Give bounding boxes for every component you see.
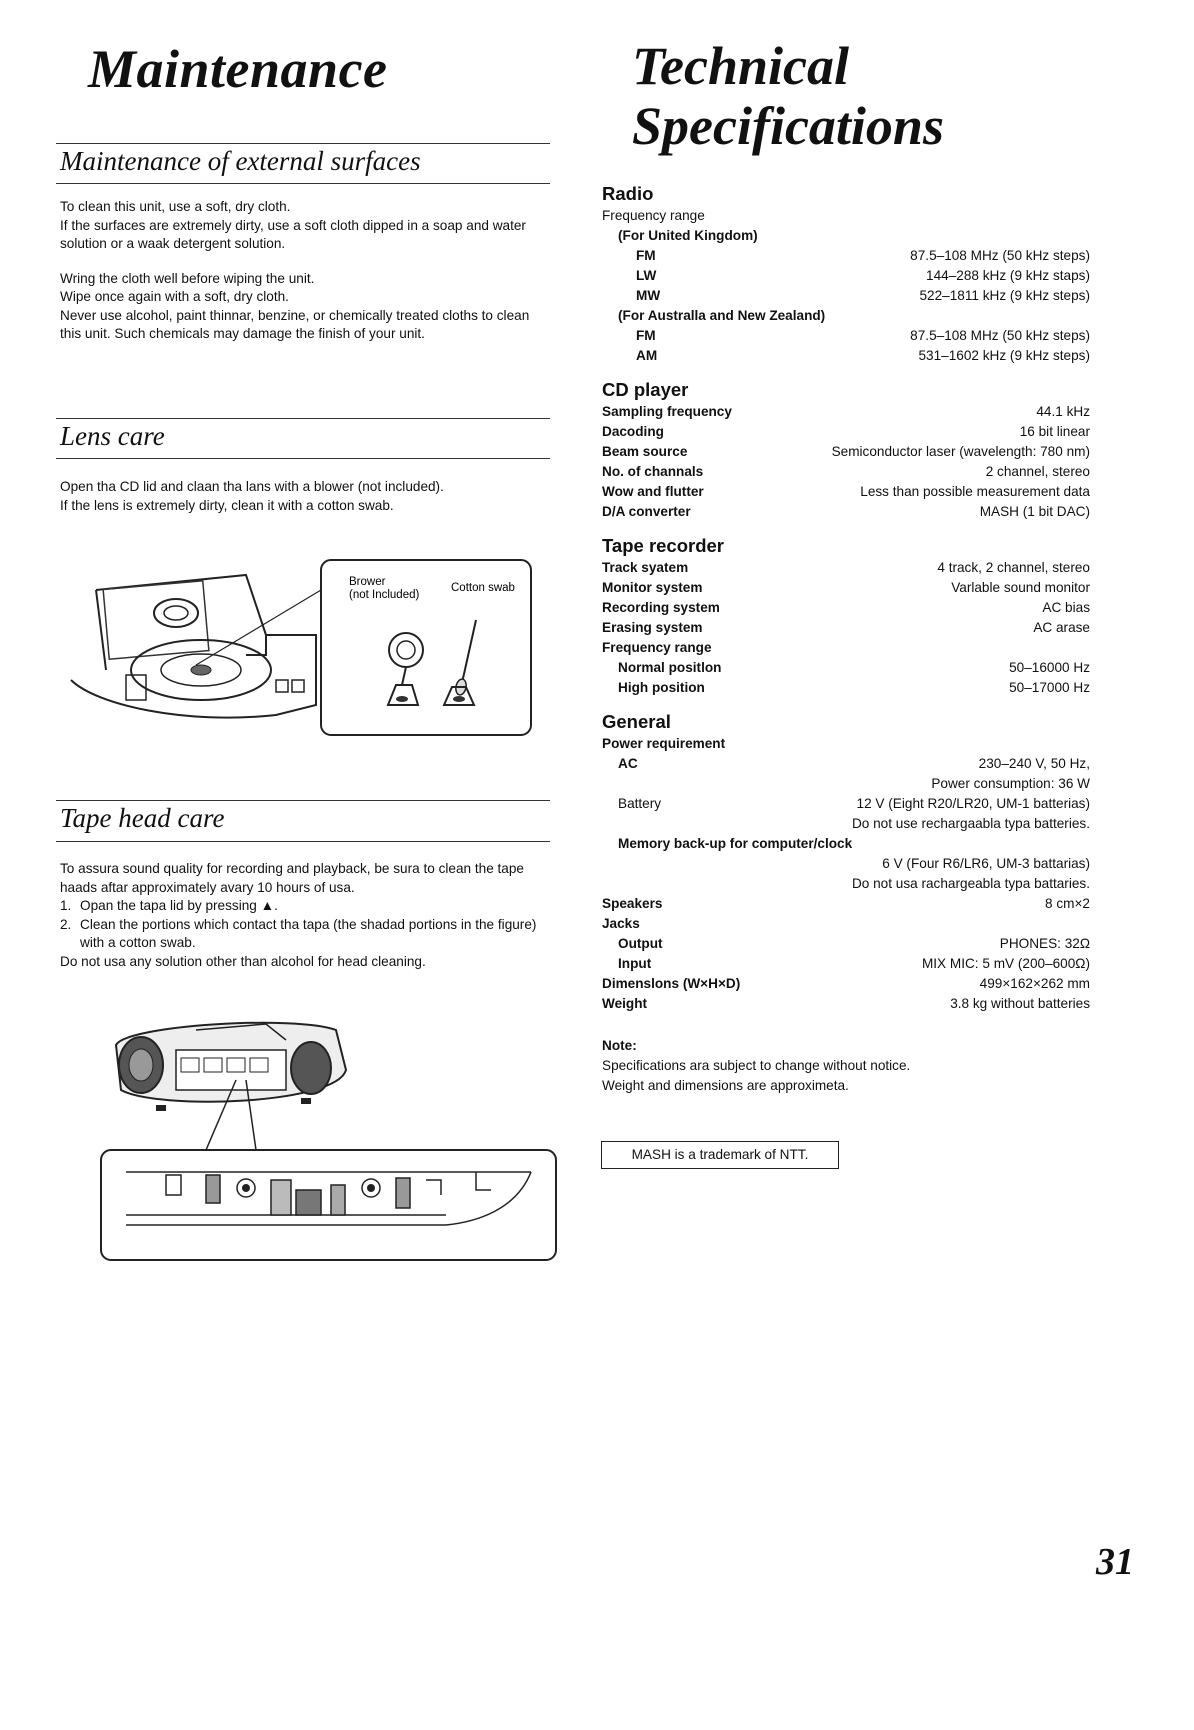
paragraph-line: To assura sound quality for recording and playback, be sura to clean the tape haads aftar approximately avary 10 hours of usa. [60,861,524,895]
spec-value: 8 cm×2 [1045,896,1090,911]
spec-value: AC bias [1042,600,1090,615]
spec-row [602,874,1090,894]
spec-label: Output [618,936,663,951]
spec-value: 6 V (Four R6/LR6, UM-3 battarias) [882,856,1090,871]
tape-head-care-text [60,860,550,971]
spec-label: Power requirement [602,736,726,751]
spec-row [602,678,1090,698]
spec-row [602,462,1090,482]
spec-row [602,814,1090,834]
spec-value: MIX MIC: 5 mV (200–600Ω) [921,956,1090,971]
spec-value: Do not use rechargaabla typa batteries. [851,816,1090,831]
spec-label: Track syatem [602,560,689,575]
spec-label: AM [636,348,658,363]
spec-label: Normal positlon [618,660,722,675]
spec-value: 87.5–108 MHz (50 kHz steps) [910,328,1090,343]
spec-row [602,974,1090,994]
spec-label: AC [618,756,638,771]
paragraph-line: If the lens is extremely dirty, clean it with a cotton swab. [60,497,394,513]
spec-value: Semiconductor laser (wavelength: 780 nm) [831,444,1090,459]
spec-label: (For United Kingdom) [618,228,758,243]
spec-label: FM [636,248,656,263]
divider [56,418,550,419]
paragraph-line: To clean this unit, use a soft, dry cloth. [60,199,291,214]
spec-row [602,894,1090,914]
spec-value: 2 channel, stereo [985,464,1090,479]
divider [56,800,550,801]
specifications-list [602,182,1090,1096]
step-number: 1. [60,898,72,913]
cd-player-heading: CD player [602,379,689,400]
spec-label: Recording system [602,600,720,615]
spec-row [602,558,1090,578]
blower-label-note: (not Included) [349,589,420,601]
spec-row [602,502,1090,522]
spec-row [602,266,1090,286]
trademark-box: MASH is a trademark of NTT. [601,1141,839,1169]
spec-row [602,598,1090,618]
spec-label: Erasing system [602,620,703,635]
spec-row [602,794,1090,814]
spec-label: FM [636,328,656,343]
step-text: Clean the portions which contact tha tapa (the shadad portions in the figure) with a cotton swab. [80,916,537,950]
spec-label: Memory back-up for computer/clock [618,836,853,851]
spec-value: 50–17000 Hz [1009,680,1090,695]
spec-value: 499×162×262 mm [979,976,1090,991]
spec-row [602,346,1090,366]
title-line: Specifications [632,96,944,156]
divider [56,458,550,459]
spec-value: 3.8 kg without batteries [950,996,1090,1011]
page-number: 31 [1096,1541,1134,1583]
note-block [602,1036,1090,1096]
spec-row [602,286,1090,306]
spec-value: Power consumption: 36 W [931,776,1090,791]
spec-value: PHONES: 32Ω [999,936,1090,951]
spec-value: Less than possible measurement data [860,484,1090,499]
paragraph-line: Never use alcohol, paint thinnar, benzine, or chemically treated cloths to clean this unit. Such chemicals may damage the finish of your unit. [60,307,530,341]
step-item [60,897,550,916]
spec-label: Speakers [602,896,663,911]
tape-recorder-heading: Tape recorder [602,535,725,556]
general-heading: General [602,711,671,732]
paragraph-line: Wring the cloth well before wiping the unit. [60,270,315,286]
spec-label: Input [618,956,652,971]
spec-label: D/A converter [602,504,691,519]
external-surfaces-text [60,198,550,344]
spec-label: Dimenslons (W×H×D) [602,976,741,991]
spec-value: MASH (1 bit DAC) [979,504,1090,519]
external-surfaces-heading: Maintenance of external surfaces [60,146,421,176]
spec-value: Varlable sound monitor [951,580,1090,595]
spec-row [602,326,1090,346]
spec-label: Weight [602,996,648,1011]
spec-row [602,206,1090,226]
spec-label: High position [618,680,705,695]
spec-value: 87.5–108 MHz (50 kHz steps) [910,248,1090,263]
spec-label: No. of channals [602,464,704,479]
divider [56,143,550,144]
spec-label: Sampling frequency [602,404,732,419]
spec-value: 44.1 kHz [1036,404,1090,419]
spec-row [602,226,1090,246]
spec-label: Frequency range [602,640,712,655]
blower-label: Brower [349,576,386,588]
spec-row [602,854,1090,874]
step-number: 2. [60,916,72,932]
spec-label: Monitor system [602,580,703,595]
paragraph-line: Do not usa any solution other than alcohol for head cleaning. [60,953,426,969]
spec-row [602,638,1090,658]
note-line: Specifications ara subject to change without notice. [602,1058,911,1073]
divider [56,841,550,842]
divider [56,183,550,184]
spec-row [602,754,1090,774]
tape-head-steps [60,897,550,953]
spec-label: Wow and flutter [602,484,704,499]
spec-value: 4 track, 2 channel, stereo [937,560,1090,575]
spec-row [602,734,1090,754]
title-line: Technical [632,36,850,96]
spec-row [602,658,1090,678]
spec-row [602,422,1090,442]
spec-row [602,954,1090,974]
spec-value: 531–1602 kHz (9 kHz steps) [918,348,1090,363]
spec-value: 230–240 V, 50 Hz, [978,756,1090,771]
spec-row [602,618,1090,638]
maintenance-title: Maintenance [88,39,388,99]
tape-head-care-heading: Tape head care [60,803,225,833]
spec-row [602,578,1090,598]
paragraph-line: Open tha CD lid and claan tha lans with a blower (not included). [60,479,444,494]
spec-value: 522–1811 kHz (9 kHz steps) [919,288,1090,303]
paragraph-line: Wipe once again with a soft, dry cloth. [60,289,289,304]
spec-label: LW [636,268,657,283]
paragraph-line: If the surfaces are extremely dirty, use a soft cloth dipped in a soap and water solution or a waak detergent solution. [60,217,526,251]
boombox-icon [116,1023,346,1111]
lens-care-illustration [66,555,546,760]
spec-label: Jacks [602,916,640,931]
spec-value: AC arase [1033,620,1090,635]
technical-specifications-title [632,36,944,156]
spec-row [602,774,1090,794]
spec-label: MW [636,288,661,303]
spec-label: Frequency range [602,208,705,223]
lens-care-heading: Lens care [60,421,165,451]
spec-row [602,482,1090,502]
spec-row [602,246,1090,266]
lens-care-text [60,478,550,515]
spec-value: 12 V (Eight R20/LR20, UM-1 batterias) [856,796,1090,811]
step-text: Opan the tapa lid by pressing ▲. [80,898,278,913]
cotton-swab-label: Cotton swab [451,582,515,594]
spec-row [602,306,1090,326]
radio-heading: Radio [602,183,654,204]
spec-row [602,934,1090,954]
spec-label: Beam source [602,444,688,459]
step-item [60,916,550,953]
spec-label: (For Australla and New Zealand) [618,308,826,323]
spec-value: 50–16000 Hz [1009,660,1090,675]
tape-head-illustration [96,1010,566,1265]
spec-row [602,914,1090,934]
spec-row [602,834,1090,854]
spec-value: 144–288 kHz (9 kHz staps) [926,268,1090,283]
note-label: Note: [602,1038,637,1053]
note-line: Weight and dimensions are approximeta. [602,1078,849,1093]
spec-value: Do not usa rachargeabla typa battaries. [851,876,1090,891]
spec-row [602,442,1090,462]
spec-row [602,994,1090,1014]
spec-label: Battery [618,796,662,811]
spec-value: 16 bit linear [1019,424,1090,439]
spec-row [602,402,1090,422]
spec-label: Dacoding [602,424,664,439]
